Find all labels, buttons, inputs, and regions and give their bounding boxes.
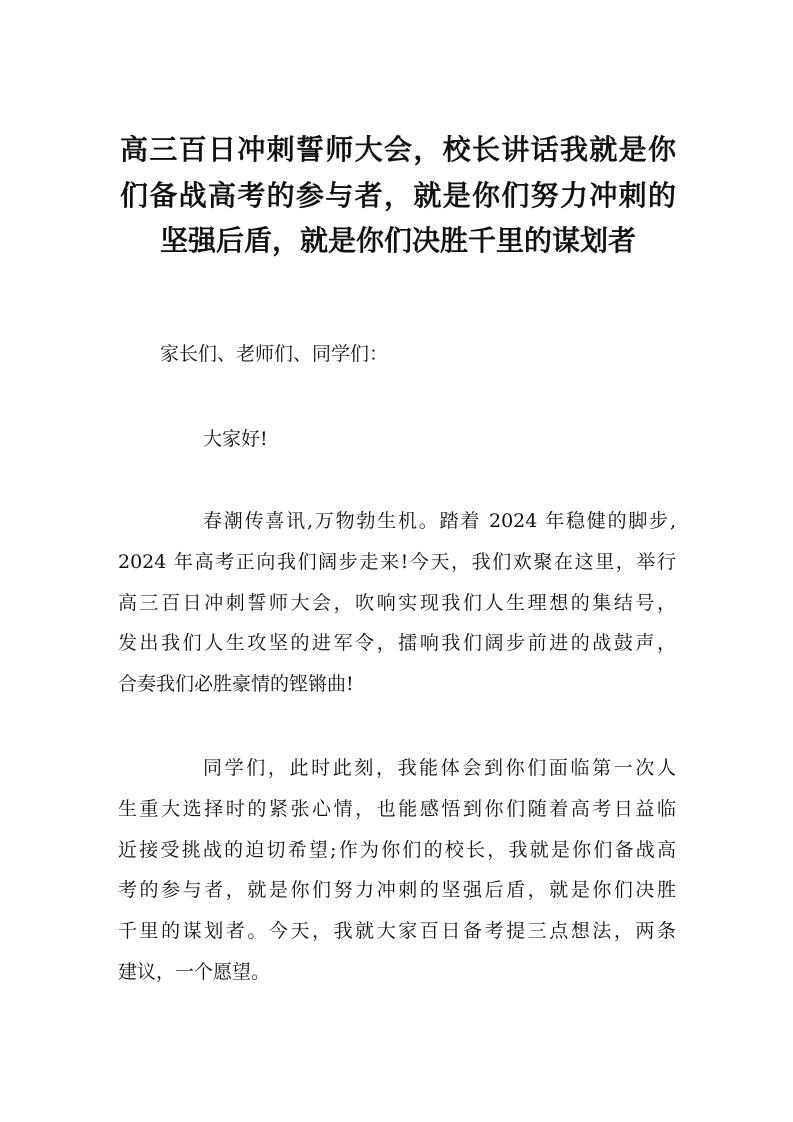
paragraph-line: 生重大选择时的紧张心情，也能感悟到你们随着高考日益临 <box>118 797 676 820</box>
greeting-text: 大家好! <box>203 428 268 450</box>
paragraph-1 <box>118 501 676 705</box>
title-line: 们备战高考的参与者，就是你们努力冲刺的 <box>120 178 676 212</box>
paragraph-line: 千里的谋划者。今天，我就大家百日备考提三点想法，两条 <box>118 920 676 943</box>
greeting <box>118 419 676 460</box>
document-title <box>120 127 676 264</box>
title-line: 高三百日冲刺誓师大会，校长讲话我就是你 <box>120 133 676 166</box>
paragraph-line: 考的参与者，就是你们努力冲刺的坚强后盾，就是你们决胜 <box>118 879 676 902</box>
paragraph-line: 发出我们人生攻坚的进军令，擂响我们阔步前进的战鼓声， <box>118 632 676 655</box>
paragraph-line: 合奏我们必胜豪情的铿锵曲! <box>118 673 354 696</box>
paragraph-line: 近接受挑战的迫切希望;作为你们的校长，我就是你们备战高 <box>118 838 676 861</box>
paragraph-line: 同学们，此时此刻，我能体会到你们面临第一次人 <box>203 757 676 779</box>
paragraph-line: 建议，一个愿望。 <box>118 960 271 983</box>
paragraph-line: 2024 年高考正向我们阔步走来!今天，我们欢聚在这里，举行 <box>118 550 676 573</box>
title-line: 坚强后盾，就是你们决胜千里的谋划者 <box>159 224 636 257</box>
paragraph-2 <box>118 748 676 993</box>
paragraph-line: 高三百日冲刺誓师大会，吹响实现我们人生理想的集结号， <box>118 591 676 614</box>
salutation <box>118 334 676 375</box>
salutation-text: 家长们、老师们、同学们： <box>160 343 389 365</box>
paragraph-line: 春潮传喜讯,万物勃生机。踏着 2024 年稳健的脚步, <box>203 510 676 532</box>
